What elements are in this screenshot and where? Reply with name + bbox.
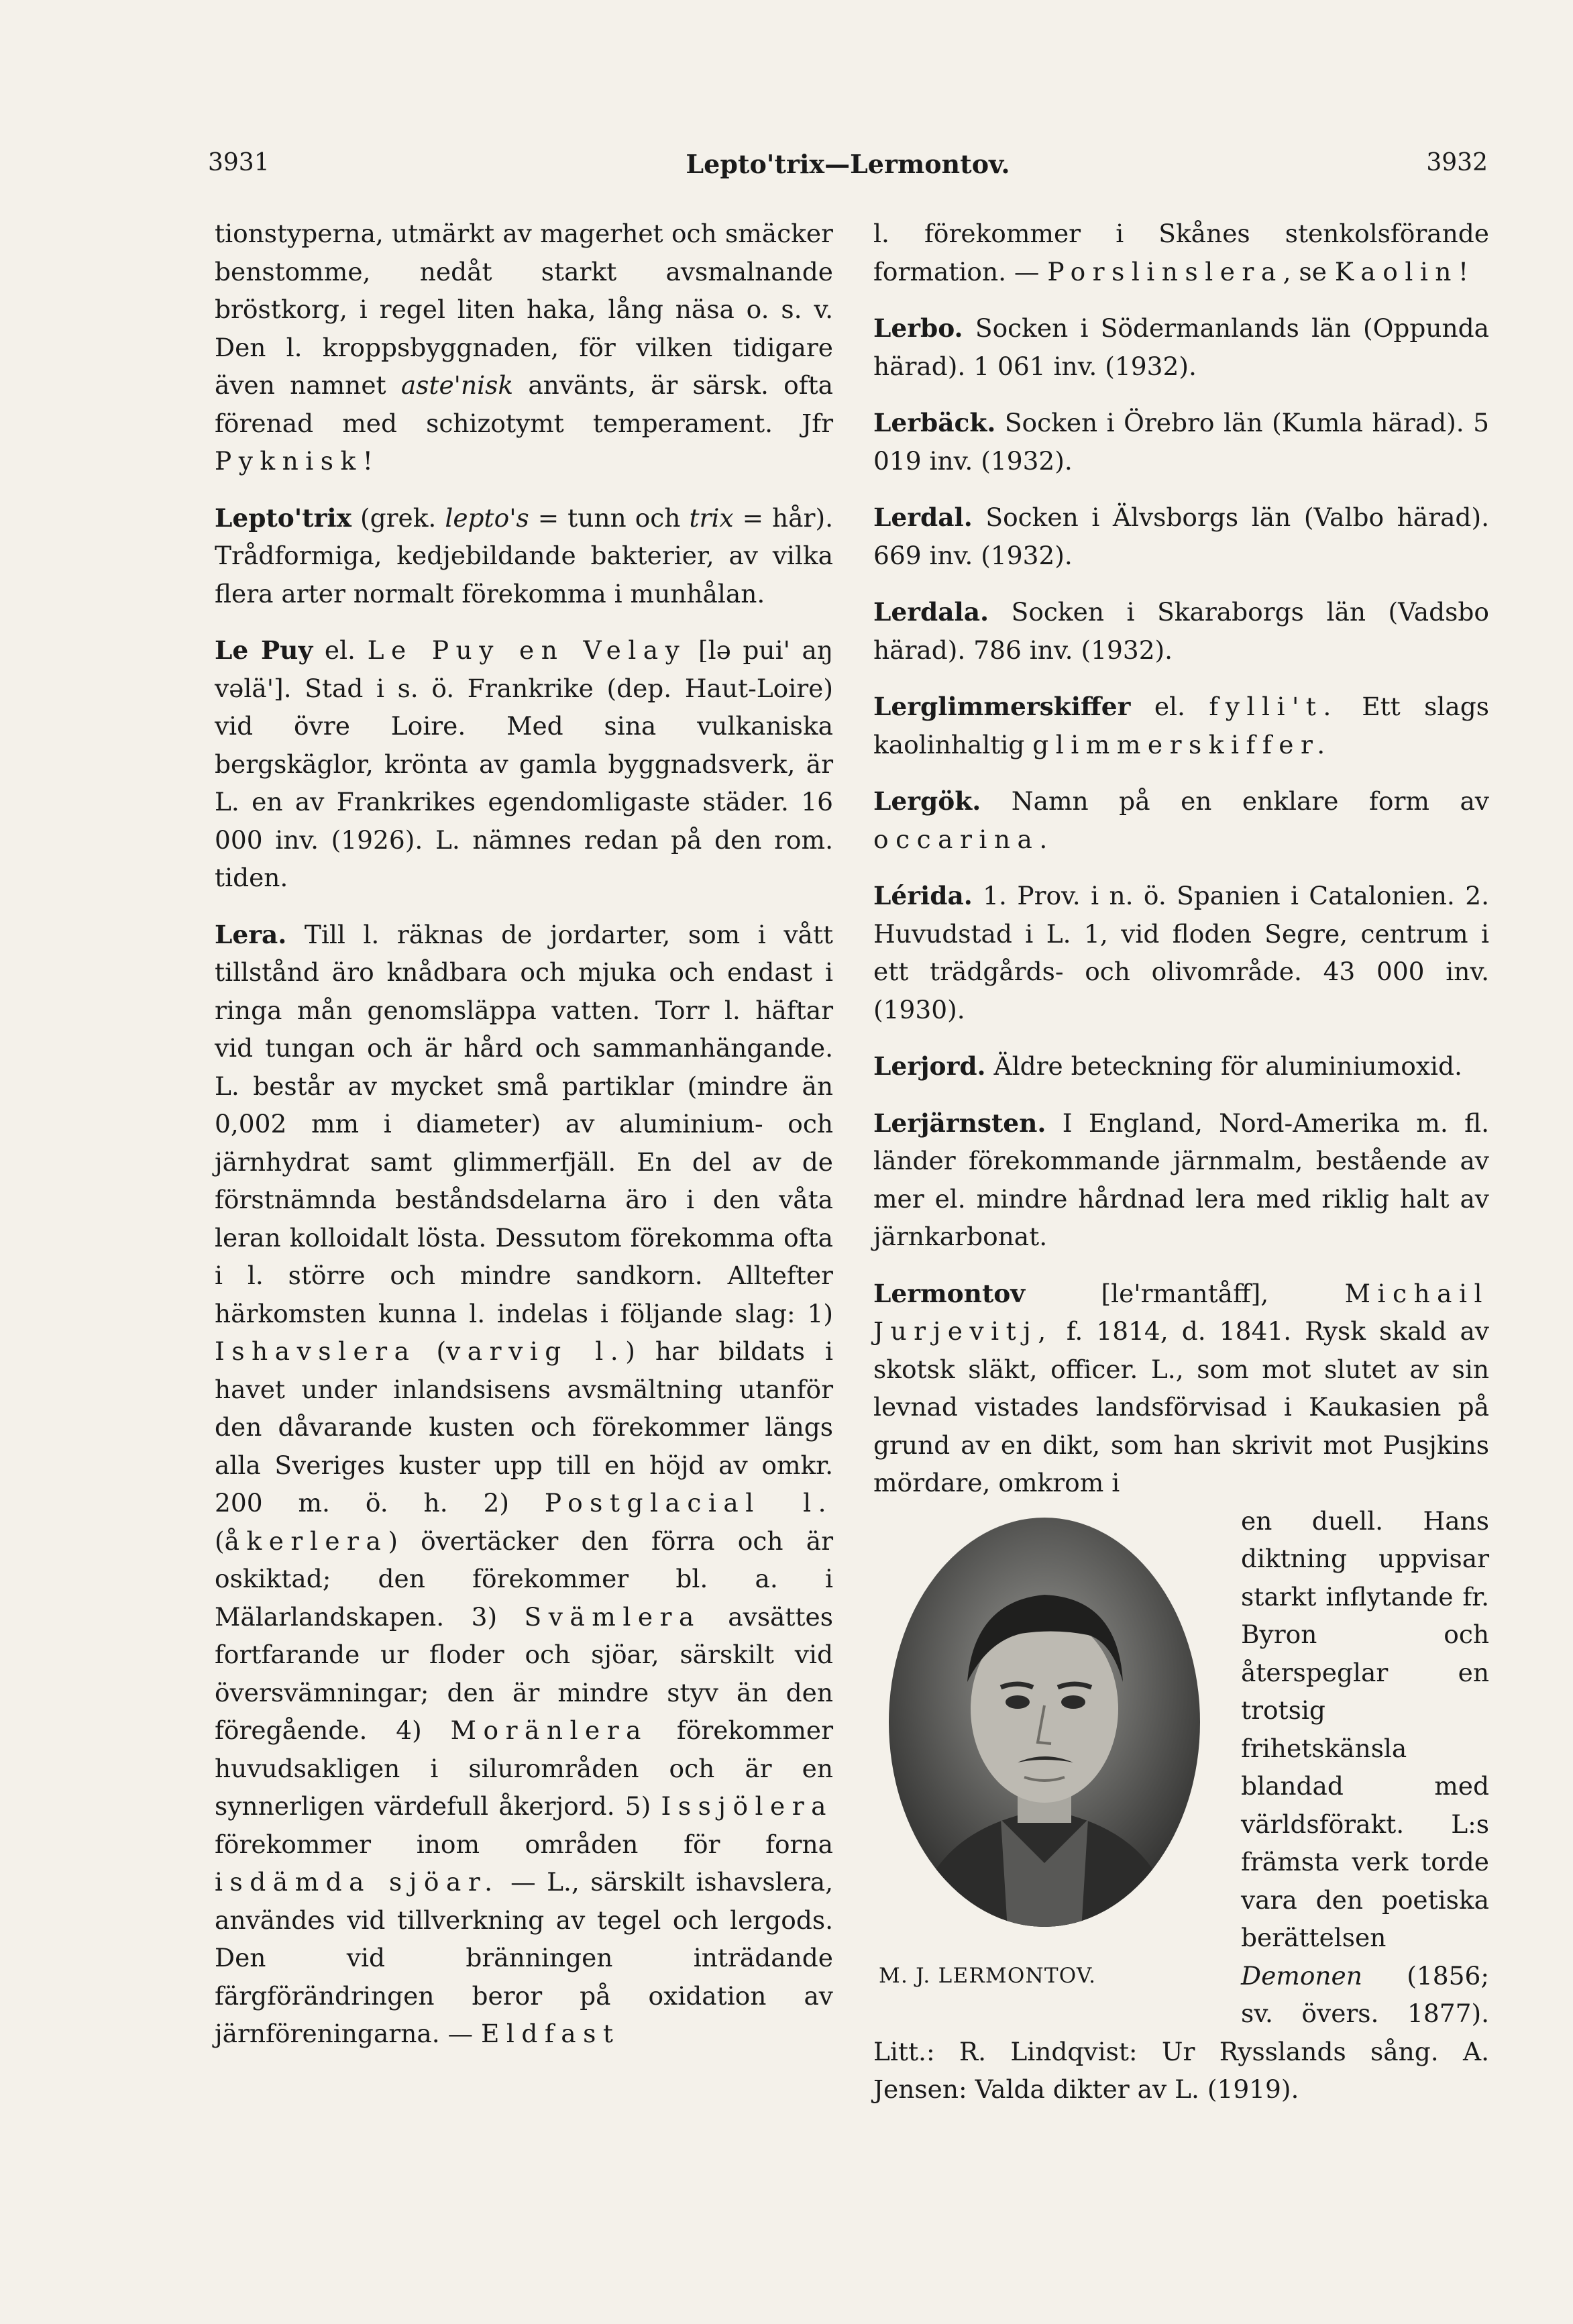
portrait-caption: M. J. LERMONTOV. xyxy=(879,1963,1097,1988)
headword: Lepto'trix xyxy=(215,503,351,533)
entry-lerjarnsten: Lerjärnsten. I England, Nord-Amerika m. fl. länder förekommande järnmalm, bestående av mer el. mindre hårdnad lera med riklig halt av järnkarbonat. xyxy=(873,1108,1489,1251)
entry-lerbo: Lerbo. Socken i Södermanlands län (Oppunda härad). 1 061 inv. (1932). xyxy=(873,313,1489,381)
entry-leptotrix: Lepto'trix (grek. lepto's = tunn och trix = hår). Trådformiga, kedjebildande bakterier, av vilka flera arter normalt förekomma i munhålan. xyxy=(215,503,833,609)
headword: Lermontov xyxy=(873,1278,1026,1308)
headword: Lerjärnsten. xyxy=(873,1108,1046,1138)
page-number-right: 3932 xyxy=(1426,149,1488,176)
entry-lermontov: Lermontov [le'rmantåff], Michail Jurjevitj, f. 1814, d. 1841. Rysk skald av skotsk släkt, officer. L., som mot slutet av sin levnad vistades landsförvisad i Kaukasien på grund av en dikt, som han skrivit mot Pusjkins mördare, omkrom i xyxy=(873,1278,1489,1497)
entry-le-puy: Le Puy el. Le Puy en Velay [lə pui' aŋ vəlä']. Stad i s. ö. Frankrike (dep. Haut-Loire) vid övre Loire. Med sina vulkaniska bergskäglor, krönta av gamla byggnadsverk, är L. en av Frankrikes egendomligaste städer. 16 000 inv. (1926). L. nämnes redan på den rom. tiden. xyxy=(215,635,834,892)
running-head: Lepto'trix—Lermontov. xyxy=(686,149,1010,179)
entry-lerback: Lerbäck. Socken i Örebro län (Kumla härad). 5 019 inv. (1932). xyxy=(873,408,1489,476)
headword: Lerbo. xyxy=(873,313,963,343)
headword: Lergök. xyxy=(873,786,981,816)
entry-lerida: Lérida. 1. Prov. i n. ö. Spanien i Catalonien. 2. Huvudstad i L. 1, vid floden Segre, centrum i ett trädgårds- och olivområde. 43 000 inv. (1930). xyxy=(873,881,1489,1024)
page-header xyxy=(208,149,1488,189)
headword: Lerbäck. xyxy=(873,408,996,437)
headword: Lérida. xyxy=(873,881,973,910)
portrait-figure xyxy=(873,1508,1222,2000)
entry-continuation: l. förekommer i Skånes stenkolsförande formation. — Porslinslera, se Kaolin! xyxy=(873,219,1489,286)
entry-continuation: tionstyperna, utmärkt av magerhet och smäcker benstomme, nedåt starkt avsmalnande bröstkorg, i regel liten haka, lång näsa o. s. v. Den l. kroppsbyggnaden, för vilken tidigare även namnet aste'nisk använts, är särsk. ofta förenad med schizotymt temperament. Jfr Pyknisk! xyxy=(215,219,833,476)
entry-lera: Lera. Till l. räknas de jordarter, som i vått tillstånd äro knådbara och mjuka och endast i ringa mån genomsläppa vatten. Torr l. häftar vid tungan och är hård och sammanhängande. L. består av mycket små partiklar (mindre än 0,002 mm i diameter) av aluminium- och järnhydrat samt glimmerfjäll. En del av de förstnämnda beståndsdelarna äro i den våta leran kolloidalt lösta. Dessutom förekomma ofta i l. större och mindre sandkorn. Alltefter härkomsten kunna l. indelas i följande slag: 1) Ishavslera (varvig l.) har bildats i havet under inlandsisens avsmältning utanför den dåvarande kusten och förekommer längs alla Sveriges kuster upp till en höjd av omkr. 200 m. ö. h. 2) Postglacial l. (åkerlera) övertäcker den förra och är oskiktad; den förekommer bl. a. i Mälarlandskapen. 3) Svämlera avsättes fortfarande ur floder och sjöar, särskilt vid översvämningar; den är mindre styv än den föregående. 4) Moränlera förekommer huvudsakligen i silurområden och är en synnerligen värdefull åkerjord. 5) Issjölera förekommer inom områden för forna isdämda sjöar. — L., särskilt ishavslera, användes vid tillverkning av tegel och lergods. Den vid bränningen inträdande färgförändringen beror på oxidation av järnföreningarna. — Eldfast xyxy=(215,919,833,2048)
entry-lergok: Lergök. Namn på en enklare form av occarina. xyxy=(873,786,1489,854)
headword: Lerdal. xyxy=(873,503,973,532)
entry-lerdal: Lerdal. Socken i Älvsborgs län (Valbo härad). 669 inv. (1932). xyxy=(873,503,1489,570)
headword: Lerjord. xyxy=(873,1051,986,1081)
entry-lermontov-continued: en duell. Hans diktning uppvisar starkt inflytande fr. Byron och återspeglar en trotsig frihetskänsla blandad med världsförakt. L:s främsta verk torde vara den poetiska berättelsen Demonen (1856; sv. övers. 1877). Litt.: R. Lindqvist: Ur Rysslands sång. A. Jensen: Valda dikter av L. (1919). xyxy=(873,1506,1489,2104)
entry-lerdala: Lerdala. Socken i Skaraborgs län (Vadsbo härad). 786 inv. (1932). xyxy=(873,597,1489,665)
entry-lerjord: Lerjord. Äldre beteckning för aluminiumoxid. xyxy=(873,1051,1462,1081)
headword: Le Puy xyxy=(215,635,313,665)
headword: Lerdala. xyxy=(873,597,989,627)
left-column xyxy=(215,215,833,2072)
headword: Lerglimmerskiffer xyxy=(873,692,1131,721)
portrait-image xyxy=(887,1514,1202,1930)
entry-lerglimmerskiffer: Lerglimmerskiffer el. fylli't. Ett slags kaolinhaltig glimmerskiffer. xyxy=(873,692,1489,759)
page-number-left: 3931 xyxy=(208,149,270,176)
right-column xyxy=(873,215,1489,2109)
headword: Lera. xyxy=(215,919,287,949)
